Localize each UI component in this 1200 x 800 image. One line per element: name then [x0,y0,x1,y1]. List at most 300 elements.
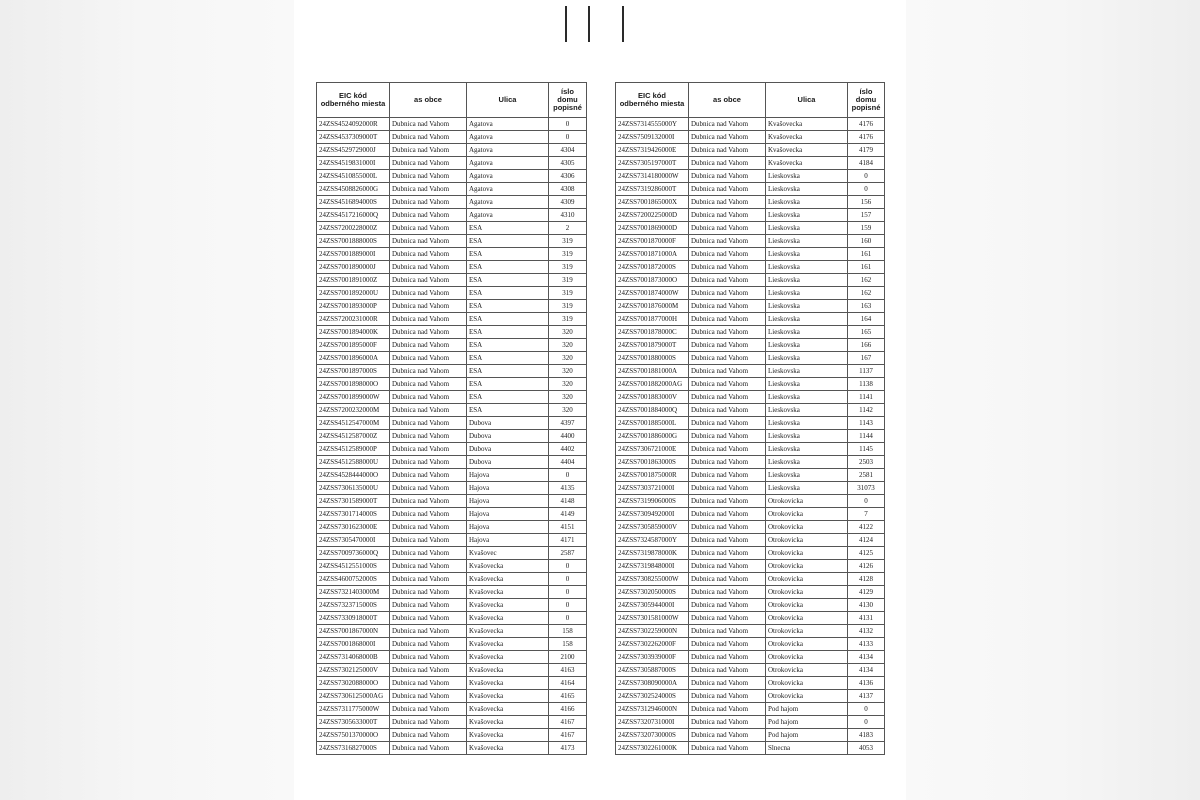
house-number-cell: 165 [848,326,885,339]
house-number-cell: 163 [848,300,885,313]
eic-code-cell: 24ZSS7305197000T [616,157,689,170]
eic-code-cell: 24ZSS7001879000T [616,339,689,352]
table-row [317,430,587,443]
eic-code-cell: 24ZSS7321403000M [317,586,390,599]
street-cell: Kvašovec [467,547,549,560]
house-number-cell: 0 [549,560,587,573]
municipality-cell: Dubnica nad Vahom [390,469,467,482]
eic-code-cell: 24ZSS7319878000K [616,547,689,560]
house-number-cell: 319 [549,274,587,287]
municipality-cell: Dubnica nad Vahom [390,196,467,209]
table-row [317,560,587,573]
table-row [317,573,587,586]
house-number-cell: 1141 [848,391,885,404]
eic-code-cell: 24ZSS4512588000U [317,456,390,469]
scan-mark [622,6,624,42]
street-cell: Kvašovecka [766,157,848,170]
street-cell: Hajova [467,508,549,521]
eic-code-cell: 24ZSS7302259000N [616,625,689,638]
street-cell: Lieskovska [766,261,848,274]
house-number-cell: 4164 [549,677,587,690]
house-number-cell: 320 [549,365,587,378]
street-cell: Kvašovecka [467,638,549,651]
municipality-cell: Dubnica nad Vahom [390,690,467,703]
house-number-cell: 161 [848,248,885,261]
street-cell: Hajova [467,495,549,508]
municipality-cell: Dubnica nad Vahom [689,196,766,209]
table-row [317,729,587,742]
eic-code-cell: 24ZSS7001899000W [317,391,390,404]
table-row [317,352,587,365]
street-cell: Lieskovska [766,365,848,378]
eic-code-cell: 24ZSS7330918000T [317,612,390,625]
street-cell: Agatova [467,196,549,209]
eic-code-cell: 24ZSS4529729000J [317,144,390,157]
street-cell: Otrokovicka [766,573,848,586]
eic-code-cell: 24ZSS7001875000R [616,469,689,482]
table-row [616,677,885,690]
street-cell: Lieskovska [766,209,848,222]
municipality-cell: Dubnica nad Vahom [689,612,766,625]
municipality-cell: Dubnica nad Vahom [689,118,766,131]
house-number-cell: 4137 [848,690,885,703]
house-number-cell: 319 [549,287,587,300]
house-number-cell: 4167 [549,729,587,742]
street-cell: Pod hajom [766,703,848,716]
house-number-cell: 166 [848,339,885,352]
municipality-cell: Dubnica nad Vahom [390,534,467,547]
municipality-cell: Dubnica nad Vahom [689,599,766,612]
street-cell: ESA [467,300,549,313]
street-cell: Pod hajom [766,729,848,742]
municipality-cell: Dubnica nad Vahom [390,118,467,131]
table-row [317,326,587,339]
municipality-cell: Dubnica nad Vahom [390,378,467,391]
municipality-cell: Dubnica nad Vahom [390,144,467,157]
municipality-cell: Dubnica nad Vahom [689,144,766,157]
street-cell: Dubova [467,430,549,443]
municipality-cell: Dubnica nad Vahom [390,404,467,417]
municipality-cell: Dubnica nad Vahom [390,417,467,430]
house-number-cell: 319 [549,235,587,248]
header-house-number: íslo domu popisné [549,83,587,118]
eic-code-cell: 24ZSS7001890000J [317,261,390,274]
table-row [616,495,885,508]
table-row [317,261,587,274]
municipality-cell: Dubnica nad Vahom [689,430,766,443]
eic-code-cell: 24ZSS7316827000S [317,742,390,755]
eic-code-cell: 24ZSS7314068000B [317,651,390,664]
street-cell: ESA [467,248,549,261]
street-cell: Slnecna [766,742,848,755]
house-number-cell: 162 [848,287,885,300]
municipality-cell: Dubnica nad Vahom [390,716,467,729]
eic-code-cell: 24ZSS7314180000W [616,170,689,183]
eic-code-cell: 24ZSS7001863000S [616,456,689,469]
eic-code-cell: 24ZSS7001894000K [317,326,390,339]
eic-code-cell: 24ZSS7305470000I [317,534,390,547]
eic-code-cell: 24ZSS7001870000F [616,235,689,248]
house-number-cell: 4400 [549,430,587,443]
house-number-cell: 4176 [848,131,885,144]
table-row [317,469,587,482]
house-number-cell: 4134 [848,651,885,664]
table-row [616,313,885,326]
table-row [616,391,885,404]
municipality-cell: Dubnica nad Vahom [689,378,766,391]
street-cell: Kvašovecka [467,586,549,599]
house-number-cell: 4306 [549,170,587,183]
municipality-cell: Dubnica nad Vahom [390,391,467,404]
house-number-cell: 4163 [549,664,587,677]
eic-code-cell: 24ZSS7001897000S [317,365,390,378]
eic-code-cell: 24ZSS4512589000P [317,443,390,456]
municipality-cell: Dubnica nad Vahom [689,651,766,664]
house-number-cell: 0 [848,703,885,716]
table-row [616,170,885,183]
table-row [317,118,587,131]
eic-code-cell: 24ZSS7001876000M [616,300,689,313]
street-cell: ESA [467,391,549,404]
table-row [317,183,587,196]
table-row [616,729,885,742]
street-cell: Lieskovska [766,287,848,300]
municipality-cell: Dubnica nad Vahom [390,456,467,469]
house-number-cell: 4126 [848,560,885,573]
municipality-cell: Dubnica nad Vahom [689,638,766,651]
house-number-cell: 7 [848,508,885,521]
eic-code-cell: 24ZSS7001883000V [616,391,689,404]
street-cell: Kvašovecka [467,560,549,573]
municipality-cell: Dubnica nad Vahom [390,170,467,183]
municipality-cell: Dubnica nad Vahom [390,729,467,742]
municipality-cell: Dubnica nad Vahom [689,352,766,365]
eic-code-cell: 24ZSS4528444000O [317,469,390,482]
table-row [616,300,885,313]
municipality-cell: Dubnica nad Vahom [390,573,467,586]
municipality-cell: Dubnica nad Vahom [689,547,766,560]
table-body-right [616,118,885,755]
house-number-cell: 0 [549,118,587,131]
municipality-cell: Dubnica nad Vahom [390,313,467,326]
street-cell: Lieskovska [766,248,848,261]
municipality-cell: Dubnica nad Vahom [390,443,467,456]
house-number-cell: 4124 [848,534,885,547]
eic-code-cell: 24ZSS7319848000I [616,560,689,573]
eic-code-cell: 24ZSS7301581000W [616,612,689,625]
table-row [616,378,885,391]
house-number-cell: 0 [549,586,587,599]
municipality-cell: Dubnica nad Vahom [390,703,467,716]
eic-code-cell: 24ZSS4512587000Z [317,430,390,443]
eic-code-cell: 24ZSS7306125000AG [317,690,390,703]
table-row [616,534,885,547]
house-number-cell: 4130 [848,599,885,612]
street-cell: Lieskovska [766,339,848,352]
municipality-cell: Dubnica nad Vahom [689,261,766,274]
municipality-cell: Dubnica nad Vahom [689,456,766,469]
street-cell: Lieskovska [766,326,848,339]
house-number-cell: 1137 [848,365,885,378]
table-row [317,638,587,651]
municipality-cell: Dubnica nad Vahom [689,729,766,742]
street-cell: Otrokovicka [766,690,848,703]
eic-code-cell: 24ZSS7001871000A [616,248,689,261]
table-row [616,521,885,534]
eic-code-cell: 24ZSS7001878000C [616,326,689,339]
street-cell: ESA [467,326,549,339]
house-number-cell: 4397 [549,417,587,430]
street-cell: Lieskovska [766,482,848,495]
eic-code-cell: 24ZSS7323715000S [317,599,390,612]
eic-code-cell: 24ZSS7305887000S [616,664,689,677]
eic-code-cell: 24ZSS7301623000E [317,521,390,534]
municipality-cell: Dubnica nad Vahom [689,131,766,144]
street-cell: Kvašovecka [467,599,549,612]
municipality-cell: Dubnica nad Vahom [689,469,766,482]
municipality-cell: Dubnica nad Vahom [390,677,467,690]
street-cell: Agatova [467,157,549,170]
municipality-cell: Dubnica nad Vahom [390,352,467,365]
municipality-cell: Dubnica nad Vahom [390,300,467,313]
table-row [317,248,587,261]
municipality-cell: Dubnica nad Vahom [689,508,766,521]
municipality-cell: Dubnica nad Vahom [689,625,766,638]
table-row [317,495,587,508]
house-number-cell: 4184 [848,157,885,170]
house-number-cell: 2 [549,222,587,235]
municipality-cell: Dubnica nad Vahom [689,365,766,378]
eic-code-cell: 24ZSS7001898000O [317,378,390,391]
street-cell: Otrokovicka [766,664,848,677]
municipality-cell: Dubnica nad Vahom [689,703,766,716]
municipality-cell: Dubnica nad Vahom [689,391,766,404]
eic-code-cell: 24ZSS7306721000E [616,443,689,456]
header-house-number: íslo domu popisné [848,83,885,118]
house-number-cell: 0 [549,612,587,625]
eic-code-cell: 24ZSS7001884000Q [616,404,689,417]
table-row [616,248,885,261]
municipality-cell: Dubnica nad Vahom [390,365,467,378]
house-number-cell: 4166 [549,703,587,716]
house-number-cell: 319 [549,248,587,261]
street-cell: Otrokovicka [766,612,848,625]
table-row [317,651,587,664]
municipality-cell: Dubnica nad Vahom [689,313,766,326]
table-row [616,235,885,248]
municipality-cell: Dubnica nad Vahom [689,573,766,586]
header-eic-code: EIC kód odberného miesta [616,83,689,118]
municipality-cell: Dubnica nad Vahom [390,521,467,534]
table-row [616,339,885,352]
street-cell: Kvašovecka [467,716,549,729]
house-number-cell: 158 [549,638,587,651]
table-row [317,170,587,183]
street-cell: Kvašovecka [467,651,549,664]
table-row [616,742,885,755]
house-number-cell: 4148 [549,495,587,508]
table-row [616,664,885,677]
street-cell: Lieskovska [766,391,848,404]
eic-code-cell: 24ZSS7308090000A [616,677,689,690]
street-cell: Otrokovicka [766,508,848,521]
eic-code-cell: 24ZSS7308255000W [616,573,689,586]
street-cell: Agatova [467,170,549,183]
header-street: Ulica [467,83,549,118]
table-row [616,157,885,170]
table-row [616,196,885,209]
table-row [616,352,885,365]
street-cell: Lieskovska [766,196,848,209]
municipality-cell: Dubnica nad Vahom [689,560,766,573]
table-row [616,625,885,638]
eic-code-cell: 24ZSS7001880000S [616,352,689,365]
table-row [616,508,885,521]
municipality-cell: Dubnica nad Vahom [689,326,766,339]
table-row [317,404,587,417]
eic-code-cell: 24ZSS7200231000R [317,313,390,326]
municipality-cell: Dubnica nad Vahom [689,274,766,287]
municipality-cell: Dubnica nad Vahom [689,417,766,430]
house-number-cell: 0 [549,469,587,482]
street-cell: Kvašovecka [467,664,549,677]
municipality-cell: Dubnica nad Vahom [689,495,766,508]
table-row [317,443,587,456]
street-cell: Hajova [467,534,549,547]
house-number-cell: 1143 [848,417,885,430]
municipality-cell: Dubnica nad Vahom [390,586,467,599]
eic-code-cell: 24ZSS7001892000U [317,287,390,300]
eic-code-cell: 24ZSS7001867000N [317,625,390,638]
municipality-cell: Dubnica nad Vahom [390,547,467,560]
eic-code-cell: 24ZSS7001881000A [616,365,689,378]
table-row [317,599,587,612]
street-cell: ESA [467,352,549,365]
eic-code-cell: 24ZSS7001872000S [616,261,689,274]
house-number-cell: 320 [549,391,587,404]
eic-code-cell: 24ZSS4510855000L [317,170,390,183]
house-number-cell: 0 [848,183,885,196]
street-cell: Agatova [467,131,549,144]
house-number-cell: 4132 [848,625,885,638]
house-number-cell: 157 [848,209,885,222]
house-number-cell: 0 [848,495,885,508]
municipality-cell: Dubnica nad Vahom [390,651,467,664]
table-row [317,586,587,599]
eic-code-cell: 24ZSS7001885000L [616,417,689,430]
eic-code-cell: 24ZSS7305633000T [317,716,390,729]
municipality-cell: Dubnica nad Vahom [390,495,467,508]
table-row [317,222,587,235]
header-street: Ulica [766,83,848,118]
table-row [616,430,885,443]
eic-code-cell: 24ZSS7320731000I [616,716,689,729]
street-cell: Lieskovska [766,300,848,313]
street-cell: Otrokovicka [766,547,848,560]
eic-code-cell: 24ZSS7302050000S [616,586,689,599]
street-cell: Dubova [467,456,549,469]
house-number-cell: 320 [549,352,587,365]
eic-code-cell: 24ZSS7509132000I [616,131,689,144]
municipality-cell: Dubnica nad Vahom [689,222,766,235]
house-number-cell: 2503 [848,456,885,469]
street-cell: Otrokovicka [766,534,848,547]
municipality-cell: Dubnica nad Vahom [390,274,467,287]
eic-code-cell: 24ZSS7200232000M [317,404,390,417]
street-cell: Hajova [467,482,549,495]
street-cell: Kvašovecka [467,703,549,716]
document-page [294,0,906,800]
table-row [317,521,587,534]
house-number-cell: 4183 [848,729,885,742]
street-cell: Otrokovicka [766,521,848,534]
table-row [616,560,885,573]
eic-code-cell: 24ZSS7009736000Q [317,547,390,560]
table-row [317,664,587,677]
eic-code-cell: 24ZSS4600752000S [317,573,390,586]
municipality-cell: Dubnica nad Vahom [390,430,467,443]
eic-code-cell: 24ZSS7001865000X [616,196,689,209]
municipality-cell: Dubnica nad Vahom [390,664,467,677]
municipality-cell: Dubnica nad Vahom [390,599,467,612]
eic-code-cell: 24ZSS7301589000T [317,495,390,508]
table-row [616,703,885,716]
table-row [317,300,587,313]
eic-table-left [316,82,587,755]
table-row [317,508,587,521]
house-number-cell: 160 [848,235,885,248]
street-cell: Kvašovecka [467,612,549,625]
house-number-cell: 4402 [549,443,587,456]
street-cell: Otrokovicka [766,651,848,664]
table-header-row [317,83,587,118]
eic-code-cell: 24ZSS7001895000F [317,339,390,352]
house-number-cell: 0 [549,573,587,586]
eic-code-cell: 24ZSS4512551000S [317,560,390,573]
street-cell: ESA [467,404,549,417]
street-cell: Kvašovecka [467,573,549,586]
table-row [616,482,885,495]
municipality-cell: Dubnica nad Vahom [390,482,467,495]
table-row [616,599,885,612]
table-row [317,690,587,703]
table-row [616,274,885,287]
eic-code-cell: 24ZSS7001886000G [616,430,689,443]
table-row [616,638,885,651]
municipality-cell: Dubnica nad Vahom [390,248,467,261]
street-cell: Lieskovska [766,352,848,365]
street-cell: Otrokovicka [766,625,848,638]
municipality-cell: Dubnica nad Vahom [689,482,766,495]
house-number-cell: 4134 [848,664,885,677]
street-cell: Otrokovicka [766,495,848,508]
eic-code-cell: 24ZSS7312946000N [616,703,689,716]
municipality-cell: Dubnica nad Vahom [689,339,766,352]
table-row [317,131,587,144]
table-row [317,391,587,404]
eic-code-cell: 24ZSS7305859000V [616,521,689,534]
street-cell: ESA [467,365,549,378]
eic-code-cell: 24ZSS7001874000W [616,287,689,300]
table-row [317,677,587,690]
table-row [317,209,587,222]
street-cell: Lieskovska [766,222,848,235]
eic-code-cell: 24ZSS7001869000D [616,222,689,235]
house-number-cell: 167 [848,352,885,365]
eic-code-cell: 24ZSS7001896000A [317,352,390,365]
table-row [317,417,587,430]
house-number-cell: 4173 [549,742,587,755]
